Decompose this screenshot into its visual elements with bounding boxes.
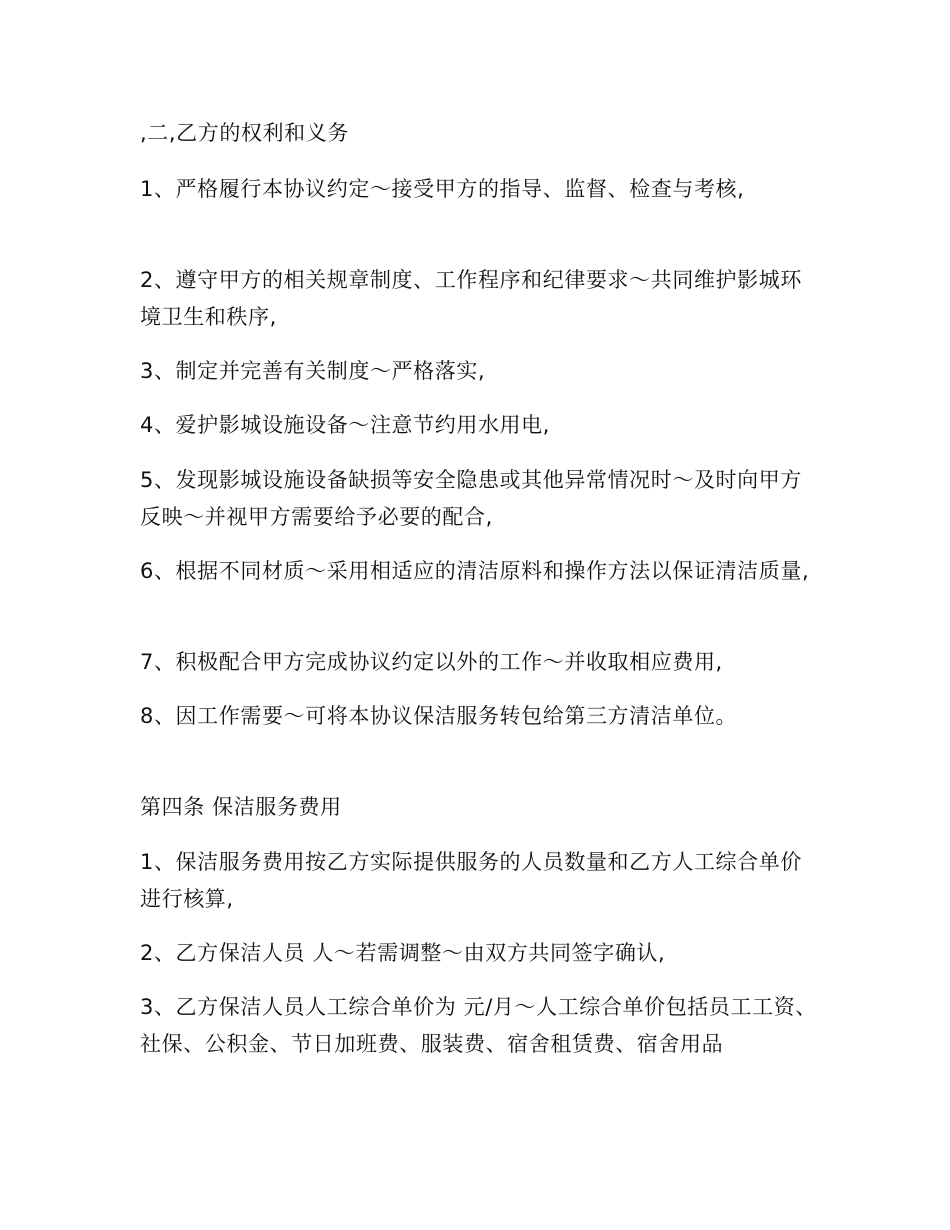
list-item: 3、乙方保洁人员人工综合单价为 元/月～人工综合单价包括员工工资、社保、公积金、节日加班费、服装费、宿舍租赁费、宿舍用品 (140, 995, 817, 1056)
list-item: 8、因工作需要～可将本协议保洁服务转包给第三方清洁单位。 (140, 704, 738, 728)
list-item: 6、根据不同材质～采用相适应的清洁原料和操作方法以保证清洁质量, (140, 559, 810, 583)
list-item: 1、严格履行本协议约定～接受甲方的指导、监督、检查与考核, (140, 177, 745, 201)
list-item: 5、发现影城设施设备缺损等安全隐患或其他异常情况时～及时向甲方反映～并视甲方需要给予必要的配合, (140, 468, 802, 529)
list-item: 2、乙方保洁人员 人～若需调整～由双方共同签字确认, (140, 941, 666, 965)
list-item: 3、制定并完善有关制度～严格落实, (140, 359, 486, 383)
list-item: 1、保洁服务费用按乙方实际提供服务的人员数量和乙方人工综合单价进行核算, (140, 850, 802, 911)
list-item: 4、爱护影城设施设备～注意节约用水用电, (140, 413, 551, 437)
section-two-heading: ,二,乙方的权利和义务 (140, 121, 349, 145)
article-four-heading: 第四条 保洁服务费用 (140, 795, 342, 819)
list-item: 2、遵守甲方的相关规章制度、工作程序和纪律要求～共同维护影城环境卫生和秩序, (140, 268, 802, 329)
list-item: 7、积极配合甲方完成协议约定以外的工作～并收取相应费用, (140, 650, 723, 674)
